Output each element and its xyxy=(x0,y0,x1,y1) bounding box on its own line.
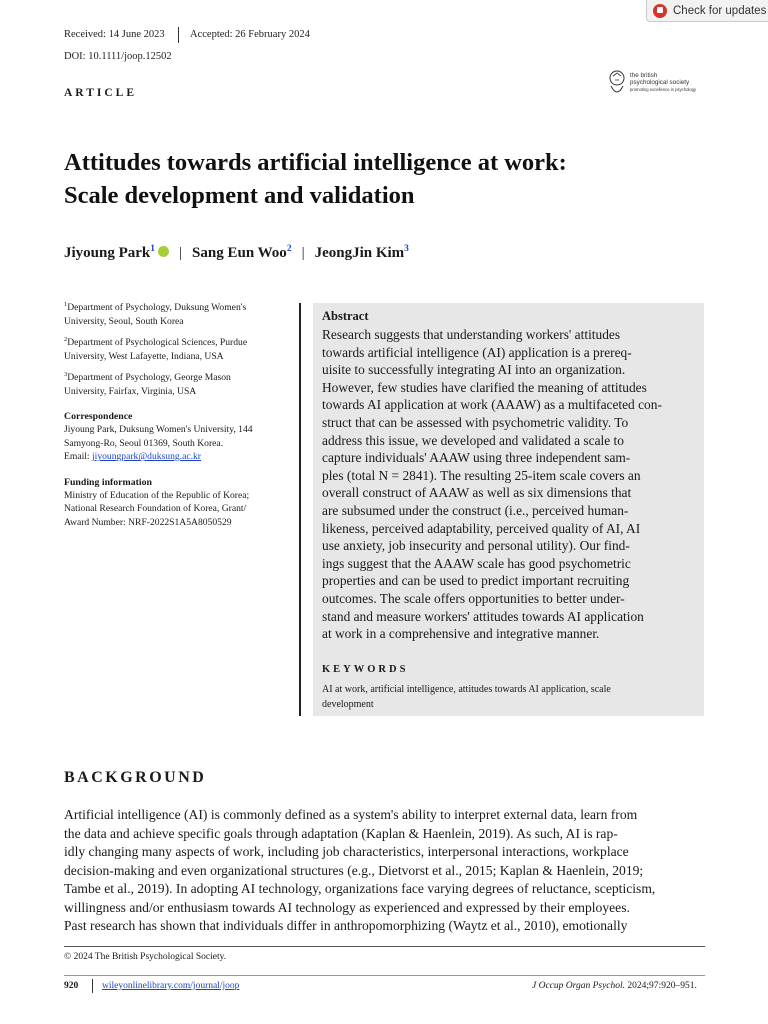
abstract-line: However, few studies have clarified the meaning of attitudes xyxy=(322,379,647,395)
orcid-icon[interactable] xyxy=(158,246,169,257)
society-logo-line3: promoting excellence in psychology xyxy=(630,86,697,92)
abstract-line: address this issue, we developed and validated a scale to xyxy=(322,432,624,448)
header-divider xyxy=(178,27,179,43)
affiliation-line: Department of Psychology, George Mason xyxy=(67,372,231,384)
abstract-line: properties and can be used to predict important recruiting xyxy=(322,573,630,589)
abstract-box xyxy=(313,303,704,716)
body-line: decision-making and even organizational structures (e.g., Dietvorst et al., 2015; Kaplan & Haenlein, 2019; xyxy=(64,862,644,878)
funding-line: Ministry of Education of the Republic of Korea; xyxy=(64,490,250,502)
funding-line: Award Number: NRF-2022S1A5A8050529 xyxy=(64,516,232,528)
background-body xyxy=(64,806,705,936)
journal-url-link[interactable]: wileyonlinelibrary.com/journal/joop xyxy=(102,981,240,991)
society-logo-line1: the british xyxy=(630,72,658,79)
doi: DOI: 10.1111/joop.12502 xyxy=(64,51,172,62)
keywords-body xyxy=(322,682,697,712)
author-affiliation-sup: 3 xyxy=(404,244,409,254)
abstract-line: are subsumed under the construct (i.e., perceived human- xyxy=(322,502,629,518)
paper-title-line1: Attitudes towards artificial intelligence at work: xyxy=(64,149,567,176)
funding-block xyxy=(64,476,294,530)
crossmark-icon xyxy=(653,4,667,18)
check-for-updates-button[interactable] xyxy=(646,0,768,22)
body-line: the data and achieve specific goals through adaptation (Kaplan & Haenlein, 2019). As such, AI is rap- xyxy=(64,825,618,841)
footer-rule-bottom xyxy=(64,975,705,976)
correspondence-heading: Correspondence xyxy=(64,411,133,422)
abstract-line: towards artificial intelligence (AI) application is a prereq- xyxy=(322,344,632,360)
body-line: willingness and/or enthusiasm towards AI technology as experienced and expressed by their employees. xyxy=(64,899,630,915)
journal-citation xyxy=(532,981,697,991)
funding-line: National Research Foundation of Korea, Grant/ xyxy=(64,503,247,515)
author-separator: | xyxy=(179,245,183,261)
journal-abbr: J Occup Organ Psychol. xyxy=(532,981,626,991)
author-list xyxy=(64,244,409,262)
abstract-line: capture individuals' AAAW using three independent sam- xyxy=(322,450,631,466)
abstract-line: towards AI application at work (AAAW) as a multifaceted con- xyxy=(322,397,662,413)
email-label: Email: xyxy=(64,451,92,463)
journal-citation-text: 2024;97:920–951. xyxy=(625,981,697,991)
society-logo-icon xyxy=(606,68,628,98)
abstract-line: overall construct of AAAW as well as six dimensions that xyxy=(322,485,632,501)
sidebar-divider xyxy=(299,303,301,716)
author-affiliation-sup: 2 xyxy=(286,244,292,254)
affiliation-item xyxy=(64,298,294,328)
correspondence-line: Jiyoung Park, Duksung Women's University, 144 xyxy=(64,424,253,436)
affiliation-item xyxy=(64,368,294,398)
society-logo xyxy=(606,68,706,102)
affiliations xyxy=(64,298,294,529)
correspondence-block xyxy=(64,410,294,464)
abstract-line: ings suggest that the AAAW scale has good psychometric xyxy=(322,555,631,571)
footer-rule xyxy=(64,946,705,947)
author-name[interactable]: Sang Eun Woo xyxy=(192,245,287,261)
affiliation-sup: 1 xyxy=(64,301,68,308)
abstract-line: ples (total N = 2841). The resulting 25-item scale covers an xyxy=(322,467,641,483)
keywords-heading: KEYWORDS xyxy=(322,664,409,675)
affiliation-line: University, Fairfax, Virginia, USA xyxy=(64,385,197,397)
body-line: idly changing many aspects of work, including job characteristics, interpersonal interactions, workplace xyxy=(64,844,629,859)
society-logo-line2: psychological society xyxy=(630,78,690,86)
paper-title-line2: Scale development and validation xyxy=(64,182,415,209)
affiliation-line: University, Seoul, South Korea xyxy=(64,315,184,327)
author-name[interactable]: JeongJin Kim xyxy=(314,245,405,261)
author-separator: | xyxy=(301,245,305,261)
abstract-line: Research suggests that understanding workers' attitudes xyxy=(322,327,621,342)
page-number: 920 xyxy=(64,981,79,991)
abstract-line: outcomes. The scale offers opportunities to better under- xyxy=(322,590,625,606)
author-affiliation-sup: 1 xyxy=(150,244,156,254)
affiliation-line: University, West Lafayette, Indiana, USA xyxy=(64,350,224,362)
affiliation-line: Department of Psychological Sciences, Purdue xyxy=(67,337,248,349)
accepted-date: Accepted: 26 February 2024 xyxy=(190,29,310,40)
body-line: Artificial intelligence (AI) is commonly defined as a system's ability to interpret external data, learn from xyxy=(64,807,638,822)
article-type-label: ARTICLE xyxy=(64,87,137,99)
abstract-line: likeness, perceived adaptability, perceived quality of AI, AI xyxy=(322,520,641,536)
abstract-line: uisite to successfully integrating AI into an organization. xyxy=(322,362,626,378)
abstract-heading: Abstract xyxy=(322,309,369,323)
affiliation-line: Department of Psychology, Duksung Women's xyxy=(67,302,247,314)
affiliation-item xyxy=(64,333,294,363)
check-for-updates-label: Check for updates xyxy=(673,4,767,17)
correspondence-line: Samyong-Ro, Seoul 01369, South Korea. xyxy=(64,437,224,449)
affiliation-sup: 3 xyxy=(64,371,68,378)
affiliation-sup: 2 xyxy=(64,336,68,343)
keywords-line: AI at work, artificial intelligence, attitudes towards AI application, scale xyxy=(322,684,611,695)
received-date: Received: 14 June 2023 xyxy=(64,29,165,40)
abstract-line: struct that can be assessed with psychometric validity. To xyxy=(322,414,629,430)
abstract-body xyxy=(322,326,694,643)
email-link[interactable]: jiyoungpark@duksung.ac.kr xyxy=(91,451,202,463)
paper-title xyxy=(64,146,704,212)
body-line: Tambe et al., 2019). In adopting AI technology, organizations face varying degrees of reluctance, scepticism, xyxy=(64,881,656,896)
copyright: © 2024 The British Psychological Society. xyxy=(64,952,227,962)
body-line: Past research has shown that individuals differ in anthropomorphizing (Waytz et al., 2010), emotionally xyxy=(64,918,628,933)
abstract-line: use anxiety, job insecurity and personal utility). Our find- xyxy=(322,538,630,554)
background-heading: BACKGROUND xyxy=(64,769,207,786)
abstract-line: stand and measure workers' attitudes towards AI application xyxy=(322,608,644,624)
funding-heading: Funding information xyxy=(64,476,152,488)
keywords-line: development xyxy=(322,699,374,710)
author-name[interactable]: Jiyoung Park xyxy=(64,245,151,261)
abstract-line: at work in a comprehensive and integrative manner. xyxy=(322,626,600,642)
footer-divider xyxy=(92,979,93,993)
